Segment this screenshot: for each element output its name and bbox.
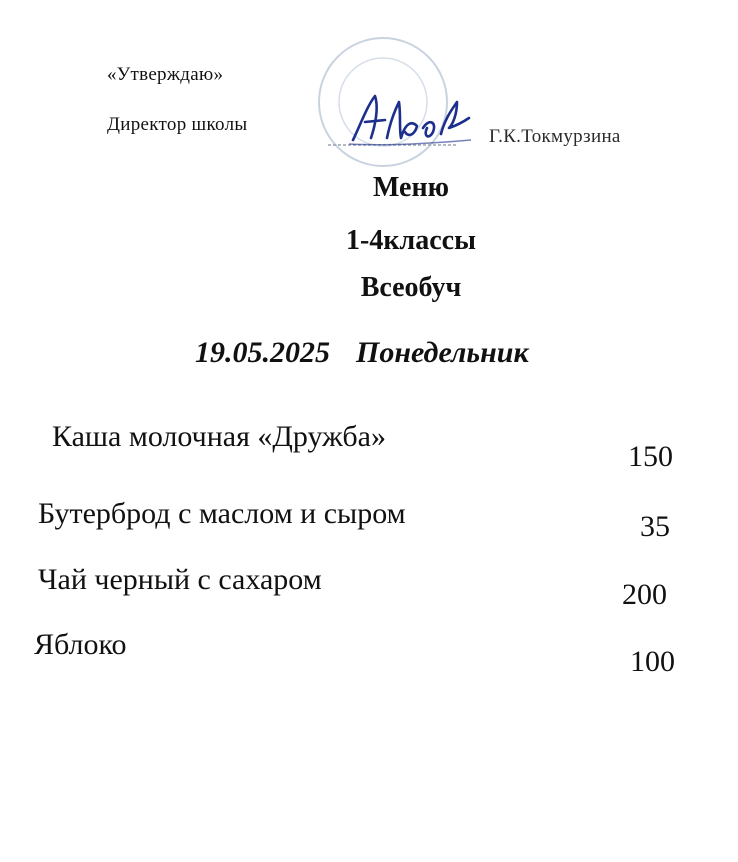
- signatory-name: Г.К.Токмурзина: [489, 126, 621, 147]
- menu-item-qty: 150: [628, 440, 673, 473]
- menu-item-qty: 100: [630, 645, 675, 678]
- position-label: Директор школы: [107, 114, 248, 135]
- menu-item-name: Бутерброд с маслом и сыром: [38, 497, 406, 530]
- menu-item-name: Чай черный с сахаром: [38, 563, 322, 596]
- menu-title: Меню: [372, 172, 449, 203]
- program-label: Всеобуч: [360, 272, 462, 303]
- date-line: [195, 336, 529, 370]
- grades-label: 1-4классы: [346, 225, 476, 256]
- menu-item-qty: 200: [622, 578, 667, 611]
- weekday-label: Понедельник: [356, 336, 529, 369]
- menu-item-name: Каша молочная «Дружба»: [52, 420, 386, 453]
- signature-icon: [345, 88, 475, 150]
- menu-item-name: Яблоко: [34, 628, 127, 661]
- menu-item-qty: 35: [640, 510, 670, 543]
- approve-label: «Утверждаю»: [107, 64, 224, 85]
- date-value: 19.05.2025: [195, 336, 330, 369]
